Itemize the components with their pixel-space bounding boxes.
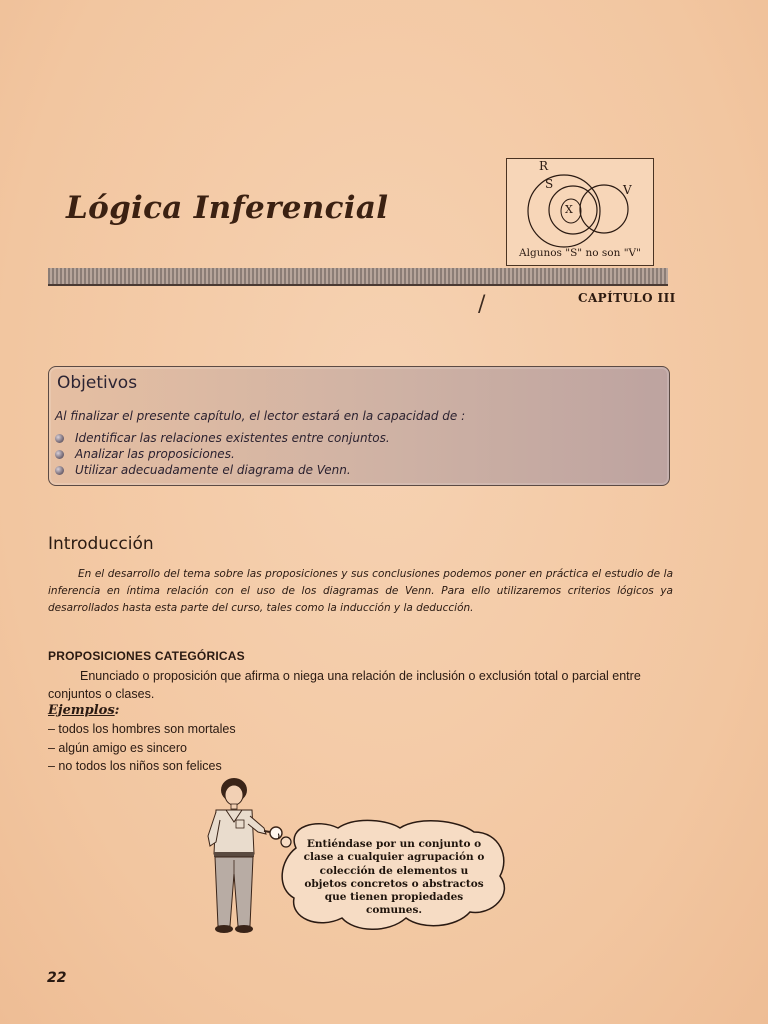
objective-item (55, 446, 390, 462)
person-illustration (198, 776, 288, 938)
definition-text: Enunciado o proposición que afirma o niega una relación de inclusión o exclusión total o parcial entre conjuntos o clases. (48, 669, 641, 701)
venn-label-x: X (565, 203, 573, 216)
circle-s (549, 186, 597, 234)
propositions-definition (48, 667, 678, 703)
page-number: 22 (47, 970, 67, 986)
venn-label-v: V (623, 183, 632, 197)
examples-label-colon: : (114, 703, 120, 718)
objective-item (55, 430, 390, 446)
venn-caption: Algunos "S" no son "V" (519, 247, 641, 259)
bubble-line: que tienen propiedades (324, 891, 464, 904)
examples-label (48, 703, 119, 718)
introduction-heading: Introducción (48, 534, 154, 554)
bubble-text (296, 838, 492, 918)
examples-label-text: Ejemplos (48, 703, 115, 718)
venn-label-r: R (539, 159, 549, 173)
objectives-list (55, 430, 390, 478)
bullet-icon (55, 466, 64, 475)
objectives-box (48, 366, 670, 486)
bullet-icon (55, 450, 64, 459)
objective-text: Utilizar adecuadamente el diagrama de Venn. (75, 463, 351, 477)
introduction-text: En el desarrollo del tema sobre las proposiciones y sus conclusiones podemos poner en práctica el estudio de la inferencia en íntima relación con el uso de los diagramas de Venn. Para ello utilizaremos criterios lógicos ya desarrollados hasta esta parte del curso, tales como la inducción y la deducción. (48, 568, 673, 614)
introduction-paragraph (48, 566, 673, 617)
title-divider-bar (48, 268, 668, 286)
objective-text: Analizar las proposiciones. (75, 447, 235, 461)
bubble-line: colección de elementos u (319, 864, 469, 877)
venn-label-s: S (545, 177, 554, 191)
propositions-heading: PROPOSICIONES CATEGÓRICAS (48, 649, 245, 663)
example-item: – todos los hombres son mortales (48, 722, 236, 736)
bullet-icon (55, 434, 64, 443)
bubble-line: comunes. (365, 904, 423, 917)
venn-diagram (506, 158, 654, 266)
bubble-line: objetos concretos o abstractos (304, 877, 484, 890)
objective-item (55, 462, 390, 478)
circle-r (528, 175, 600, 247)
bubble-line: Entiéndase por un conjunto o (306, 838, 482, 850)
examples-list (48, 722, 236, 778)
objectives-intro: Al finalizar el presente capítulo, el lector estará en la capacidad de : (55, 409, 466, 423)
bleed-through-text (360, 95, 478, 114)
circle-v (580, 185, 628, 233)
bubble-line: clase a cualquier agrupación o (303, 851, 485, 864)
example-item: – no todos los niños son felices (48, 759, 222, 773)
objectives-title: Objetivos (57, 373, 138, 393)
example-item: – algún amigo es sincero (48, 740, 187, 755)
chapter-label: CAPÍTULO III (578, 291, 676, 305)
objective-text: Identificar las relaciones existentes entre conjuntos. (75, 431, 390, 445)
chapter-title: Lógica Inferencial (66, 190, 389, 226)
slash-mark: / (478, 292, 486, 317)
